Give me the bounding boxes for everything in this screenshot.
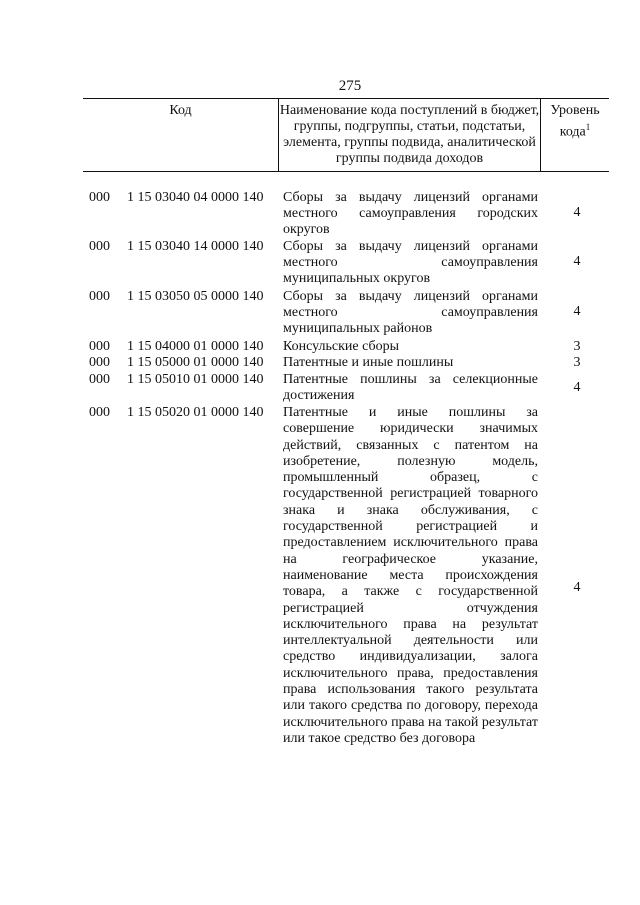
table-row — [0, 239, 640, 289]
row-level: 3 — [573, 339, 581, 354]
page-number: 275 — [338, 78, 362, 94]
row-code: 1 15 03040 14 0000 140 — [127, 239, 264, 254]
row-level: 4 — [573, 205, 581, 220]
header-level-footnote: 1 — [585, 122, 591, 132]
row-name: Патентные и иные пошлины — [283, 355, 454, 370]
row-code: 1 15 03050 05 0000 140 — [127, 289, 264, 304]
table-row — [0, 289, 640, 339]
row-code: 1 15 05000 01 0000 140 — [127, 355, 264, 370]
header-code: Код — [83, 99, 279, 171]
row-code: 1 15 03040 04 0000 140 — [127, 190, 264, 205]
row-code: 1 15 05020 01 0000 140 — [127, 405, 264, 420]
row-name: Патентные и иные пошлины за совершение юридически значимых действий, связанных с патентом на изобретение, полезную модель, промышленный образец, с государственной регистрацией товарного знака и знака обслуживания, с государственной регистрацией и предоставлением исключительного права на географическое указание, наименование места происхождения товара, а также с государственной регистрацией отчуждения исключительного права на результат интеллектуальной деятельности или средство индивидуализации, залога исключительного права, предоставления права использования такого результата или такого средства по договору, перехода исключительного права на такой результат или такое средство без договора — [283, 405, 538, 746]
row-level: 4 — [573, 580, 581, 595]
table-row — [0, 405, 640, 775]
table-body — [0, 190, 640, 775]
row-prefix: 000 — [89, 372, 110, 387]
table-row — [0, 190, 640, 239]
table-row — [0, 339, 640, 355]
header-level-label: Уровень кода — [550, 103, 600, 140]
row-prefix: 000 — [89, 239, 110, 254]
table-row — [0, 355, 640, 372]
row-code: 1 15 04000 01 0000 140 — [127, 339, 264, 354]
row-prefix: 000 — [89, 190, 110, 205]
row-name: Консульские сборы — [283, 339, 400, 354]
row-name: Патентные пошлины за селекционные достижения — [283, 372, 538, 403]
row-level: 4 — [573, 304, 581, 319]
row-name: Сборы за выдачу лицензий органами местного самоуправления городских округов — [283, 190, 538, 237]
row-prefix: 000 — [89, 289, 110, 304]
header-name: Наименование кода поступлений в бюджет, группы, подгруппы, статьи, подстатьи, элемента, группы подвида, аналитической группы подвида доходов — [279, 99, 541, 171]
table-row — [0, 372, 640, 405]
row-code: 1 15 05010 01 0000 140 — [127, 372, 264, 387]
row-level: 4 — [573, 254, 581, 269]
row-prefix: 000 — [89, 405, 110, 420]
row-name: Сборы за выдачу лицензий органами местного самоуправления муниципальных округов — [283, 239, 538, 286]
header-level — [541, 99, 609, 171]
row-prefix: 000 — [89, 339, 110, 354]
row-prefix: 000 — [89, 355, 110, 370]
row-level: 4 — [573, 380, 581, 395]
row-level: 3 — [573, 355, 581, 370]
row-name: Сборы за выдачу лицензий органами местного самоуправления муниципальных районов — [283, 289, 538, 336]
table-header — [83, 98, 609, 172]
